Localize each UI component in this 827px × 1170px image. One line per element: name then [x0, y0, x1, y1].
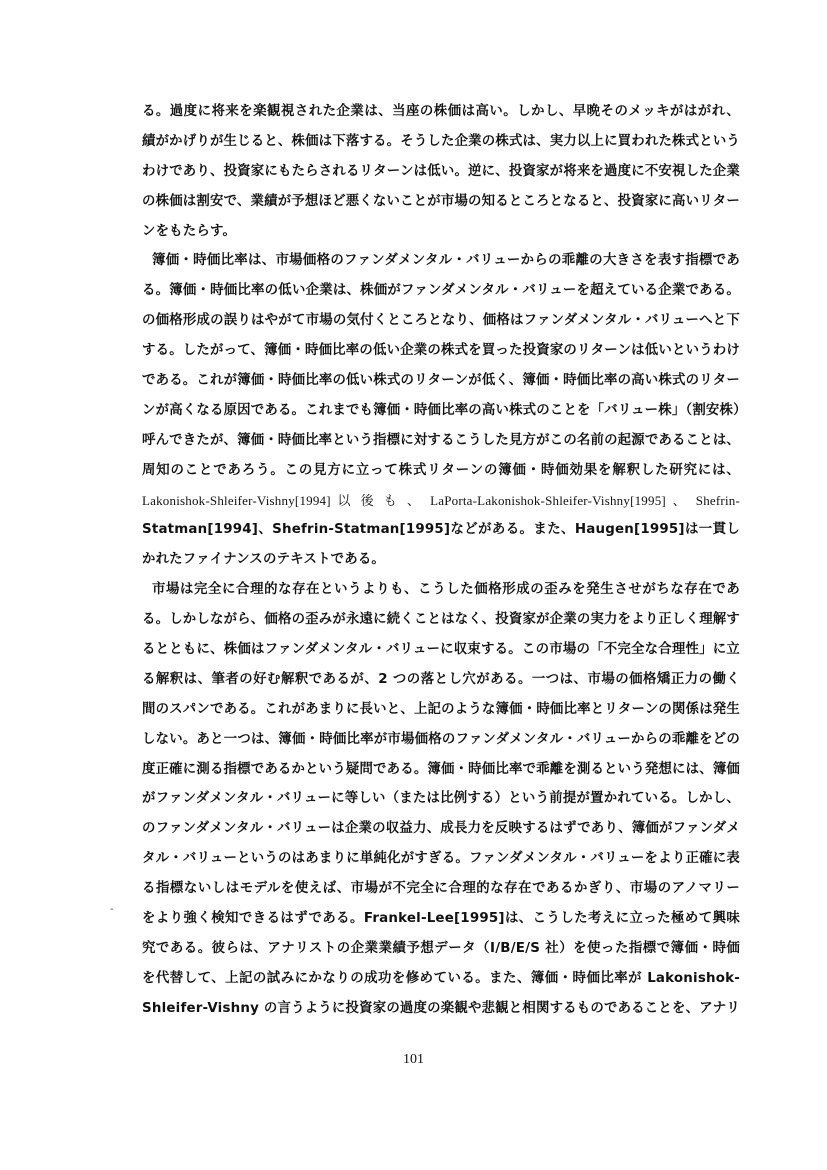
text-line: る。しかしながら、価格の歪みが永遠に続くことはなく、投資家が企業の実力をより正しく理解す	[142, 612, 740, 628]
text-line: 績がかげりが生じると、株価は下落する。そうした企業の株式は、実力以上に買われた株式という	[142, 133, 740, 149]
text-line: の株価は割安で、業績が予想ほど悪くないことが市場の知るところとなると、投資家に高いリター	[142, 193, 740, 209]
text-line: タル・バリューというのはあまりに単純化がすぎる。ファンダメンタル・バリューをより正確に表	[142, 851, 740, 867]
text-line: 究である。彼らは、アナリストの企業業績予想データ（I/B/E/S 社）を使った指標で簿価・時価	[142, 940, 740, 956]
text-line: る解釈は、筆者の好む解釈であるが、2 つの落とし穴がある。一つは、市場の価格矯正力の働く	[142, 671, 740, 687]
text-line: Shleifer-Vishny の言うように投資家の過度の楽観や悲観と相関するものであることを、アナリ	[142, 1000, 740, 1016]
text-line: わけであり、投資家にもたらされるリターンは低い。逆に、投資家が将来を過度に不安視した企業	[142, 163, 740, 179]
text-line: 周知のことであろう。この見方に立って株式リターンの簿価・時価効果を解釈した研究には、	[142, 462, 740, 478]
text-line: がファンダメンタル・バリューに等しい（または比例する）という前提が置かれている。しかし、	[142, 791, 740, 807]
text-line: る。過度に将来を楽観視された企業は、当座の株価は高い。しかし、早晩そのメッキがはがれ、	[142, 104, 740, 119]
text-line: を代替して、上記の試みにかなりの成功を修めている。また、簿価・時価比率が Lakonishok-	[142, 970, 740, 986]
text-line: Statman[1994]、Shefrin-Statman[1995]などがある。また、Haugen[1995]は一貫し	[142, 522, 740, 538]
text-line: の価格形成の誤りはやがて市場の気付くところとなり、価格はファンダメンタル・バリューへと下	[142, 313, 740, 329]
text-line: をより強く検知できるはずである。Frankel-Lee[1995]は、こうした考えに立った極めて興味	[142, 911, 740, 927]
text-line: 間のスパンである。これがあまりに長いと、上記のような簿価・時価比率とリターンの関係は発生	[142, 701, 740, 717]
text-line: かれたファイナンスのテキストである。	[142, 552, 386, 568]
margin-mark: -	[110, 904, 114, 915]
text-line: 度正確に測る指標であるかという疑問である。簿価・時価比率で乖離を測るという発想には、簿価	[142, 761, 740, 777]
paragraph-start-line: 市場は完全に合理的な存在というよりも、こうした価格形成の歪みを発生させがちな存在であ	[152, 582, 740, 598]
text-line: るとともに、株価はファンダメンタル・バリューに収束する。この市場の「不完全な合理性」に立	[142, 642, 740, 658]
page-number: 101	[403, 1052, 424, 1067]
text-line: ンが高くなる原因である。これまでも簿価・時価比率の高い株式のことを「バリュー株」（割安株）	[142, 402, 740, 418]
text-line: である。これが簿価・時価比率の低い株式のリターンが低く、簿価・時価比率の高い株式のリター	[142, 373, 740, 389]
text-line: 呼んできたが、簿価・時価比率という指標に対するこうした見方がこの名前の起源であることは、	[142, 432, 740, 448]
paragraph-start-line: 簿価・時価比率は、市場価格のファンダメンタル・バリューからの乖離の大きさを表す指標であ	[152, 253, 740, 269]
text-line: る指標ないしはモデルを使えば、市場が不完全に合理的な存在であるかぎり、市場のアノマリー	[142, 881, 740, 897]
text-line: ンをもたらす。	[142, 223, 237, 239]
text-line: しない。あと一つは、簿価・時価比率が市場価格のファンダメンタル・バリューからの乖離をどの	[142, 731, 740, 747]
body-text	[142, 97, 740, 1024]
text-line: る。簿価・時価比率の低い企業は、株価がファンダメンタル・バリューを超えている企業である。	[142, 283, 740, 299]
text-line: のファンダメンタル・バリューは企業の収益力、成長力を反映するはずであり、簿価がファンダメ	[142, 821, 740, 837]
text-line: する。したがって、簿価・時価比率の低い企業の株式を買った投資家のリターンは低いというわけ	[142, 343, 740, 359]
text-line: Lakonishok-Shleifer-Vishny[1994] 以 後 も 、 LaPorta-Lakonishok-Shleifer-Vishny[1995] 、 Shefrin-	[142, 492, 740, 508]
